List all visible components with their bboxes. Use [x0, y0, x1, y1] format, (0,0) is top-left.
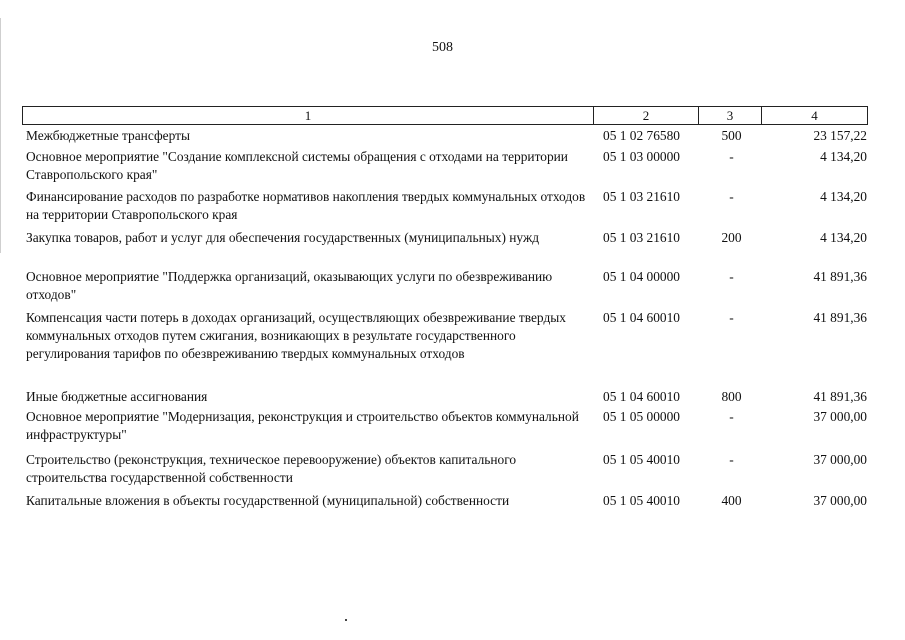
scan-speck [345, 619, 347, 621]
row-name: Основное мероприятие "Создание комплексной системы обращения с отходами на территории Ставропольского края" [26, 149, 568, 182]
row-amount: 41 891,36 [813, 269, 867, 284]
row-name: Капитальные вложения в объекты государственной (муниципальной) собственности [26, 493, 510, 508]
row-name: Финансирование расходов по разработке нормативов накопления твердых коммунальных отходов на территории Ставропольского края [26, 189, 586, 222]
row-amount: 23 157,22 [813, 128, 867, 143]
row-amount: 4 134,20 [820, 230, 867, 245]
row-code: 05 1 04 60010 [603, 389, 680, 404]
row-code: 05 1 04 60010 [603, 310, 680, 325]
row-code: 05 1 05 40010 [603, 452, 680, 467]
row-amount: 4 134,20 [820, 149, 867, 164]
page-number: 508 [432, 40, 453, 55]
row-code: 05 1 05 40010 [603, 493, 680, 508]
column-header-4: 4 [761, 106, 868, 125]
row-name: Иные бюджетные ассигнования [26, 389, 208, 404]
row-amount: 37 000,00 [813, 409, 867, 424]
row-name: Межбюджетные трансферты [26, 128, 190, 143]
column-header-1: 1 [22, 106, 593, 125]
row-code: 05 1 02 76580 [603, 128, 680, 143]
row-amount: 37 000,00 [813, 493, 867, 508]
row-name: Основное мероприятие "Поддержка организаций, оказывающих услуги по обезвреживанию отходов" [26, 269, 553, 302]
row-code: 05 1 03 00000 [603, 149, 680, 164]
row-amount: 41 891,36 [813, 389, 867, 404]
row-type: - [729, 149, 734, 164]
row-type: - [729, 269, 734, 284]
row-code: 05 1 05 00000 [603, 409, 680, 424]
row-type: - [729, 310, 734, 325]
row-code: 05 1 03 21610 [603, 189, 680, 204]
row-amount: 4 134,20 [820, 189, 867, 204]
row-type: 800 [721, 389, 742, 404]
row-name: Компенсация части потерь в доходах организаций, осуществляющих обезвреживание твердых коммунальных отходов путем сжигания, возникающих в результате государственного регулирования тарифов по обезвреживанию твердых коммунальных отходов [26, 310, 566, 361]
column-header-2: 2 [593, 106, 698, 125]
row-name: Закупка товаров, работ и услуг для обеспечения государственных (муниципальных) нужд [26, 230, 540, 245]
row-amount: 37 000,00 [813, 452, 867, 467]
row-code: 05 1 03 21610 [603, 230, 680, 245]
column-header-3: 3 [698, 106, 761, 125]
row-type: 500 [721, 128, 742, 143]
row-type: - [729, 452, 734, 467]
row-name: Основное мероприятие "Модернизация, реконструкция и строительство объектов коммунальной инфраструктуры" [26, 409, 579, 442]
row-type: - [729, 189, 734, 204]
row-amount: 41 891,36 [813, 310, 867, 325]
row-type: 400 [721, 493, 742, 508]
row-type: - [729, 409, 734, 424]
row-name: Строительство (реконструкция, техническое перевооружение) объектов капитального строительства государственной собственности [26, 452, 517, 485]
row-code: 05 1 04 00000 [603, 269, 680, 284]
row-type: 200 [721, 230, 742, 245]
